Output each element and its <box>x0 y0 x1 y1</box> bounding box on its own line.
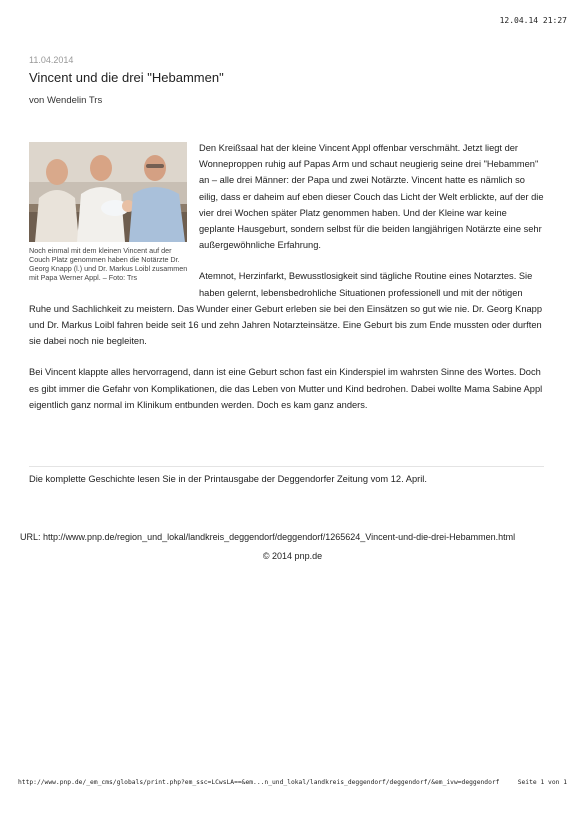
source-url: URL: http://www.pnp.de/region_und_lokal/landkreis_deggendorf/deggendorf/1265624_Vincent-und-die-drei-Hebammen.html <box>20 532 516 542</box>
photo-caption: Noch einmal mit dem kleinen Vincent auf der Couch Platz genommen haben die Notärzte Dr. Georg Knapp (l.) und Dr. Markus Loibl zusammen mit Papa Werner Appl. – Foto: Trs <box>29 246 188 282</box>
page-number: Seite 1 von 1 <box>517 779 567 786</box>
copyright: © 2014 pnp.de <box>262 551 323 561</box>
article-photo <box>29 142 187 242</box>
article-paragraph: Atemnot, Herzinfarkt, Bewusstlosigkeit sind tägliche Routine eines Notarztes. Sie haben gelernt, lebensbedrohliche Situationen professionell und mit der nötigen Ruhe und Sachlichkeit zu meistern. Das Wunder einer Geburt erleben sie bei den Einsätzen so gut wie nie. Dr. Georg Knapp und Dr. Markus Loibl fahren beide seit 16 und zehn Jahren Notarzteinsätze. Eine Geburt bis zum Ende mussten oder durften sie dabei noch nie begleiten. <box>29 271 542 347</box>
article-paragraph: Bei Vincent klappte alles hervorragend, dann ist eine Geburt schon fast ein Kinderspiel im wahrsten Sinne des Wortes. Doch es gibt immer die Gefahr von Komplikationen, die das Leben von Mutter und Kind bedrohen. Dabei wollte Mama Sabine Appl eigentlich ganz normal im Klinikum entbunden werden. Doch es kam ganz anders. <box>29 367 543 410</box>
print-timestamp: 12.04.14 21:27 <box>499 16 567 25</box>
article-figure <box>29 142 189 282</box>
article-date: 11.04.2014 <box>29 55 74 65</box>
article-body <box>29 140 544 428</box>
article-author: von Wendelin Trs <box>29 95 103 106</box>
print-edition-notice: Die komplette Geschichte lesen Sie in der Printausgabe der Deggendorfer Zeitung vom 12. April. <box>29 474 427 484</box>
article-paragraph: Den Kreißsaal hat der kleine Vincent Appl offenbar verschmäht. Jetzt liegt der Wonneproppen ruhig auf Papas Arm und schaut neugierig seine drei "Hebammen" an – alle drei Männer: der Papa und zwei Notärzte. Vincent hatte es nämlich so eilig, dass er daheim auf eben dieser Couch das Licht der Welt erblickte, auf der die vier drei Wochen später Platz genommen haben. Und der Kleine war keine geplante Hausgeburt, sondern selbst für die beiden langjährigen Notärzte eine sehr außergewöhnliche Erfahrung. <box>199 143 544 251</box>
divider <box>29 466 544 467</box>
article-title: Vincent und die drei "Hebammen" <box>29 70 224 85</box>
print-footer-url: http://www.pnp.de/_em_cms/globals/print.php?em_ssc=LCwsLA==&em...n_und_lokal/landkreis_deggendorf/deggendorf/&em_ivw=deggendorf <box>18 779 500 786</box>
